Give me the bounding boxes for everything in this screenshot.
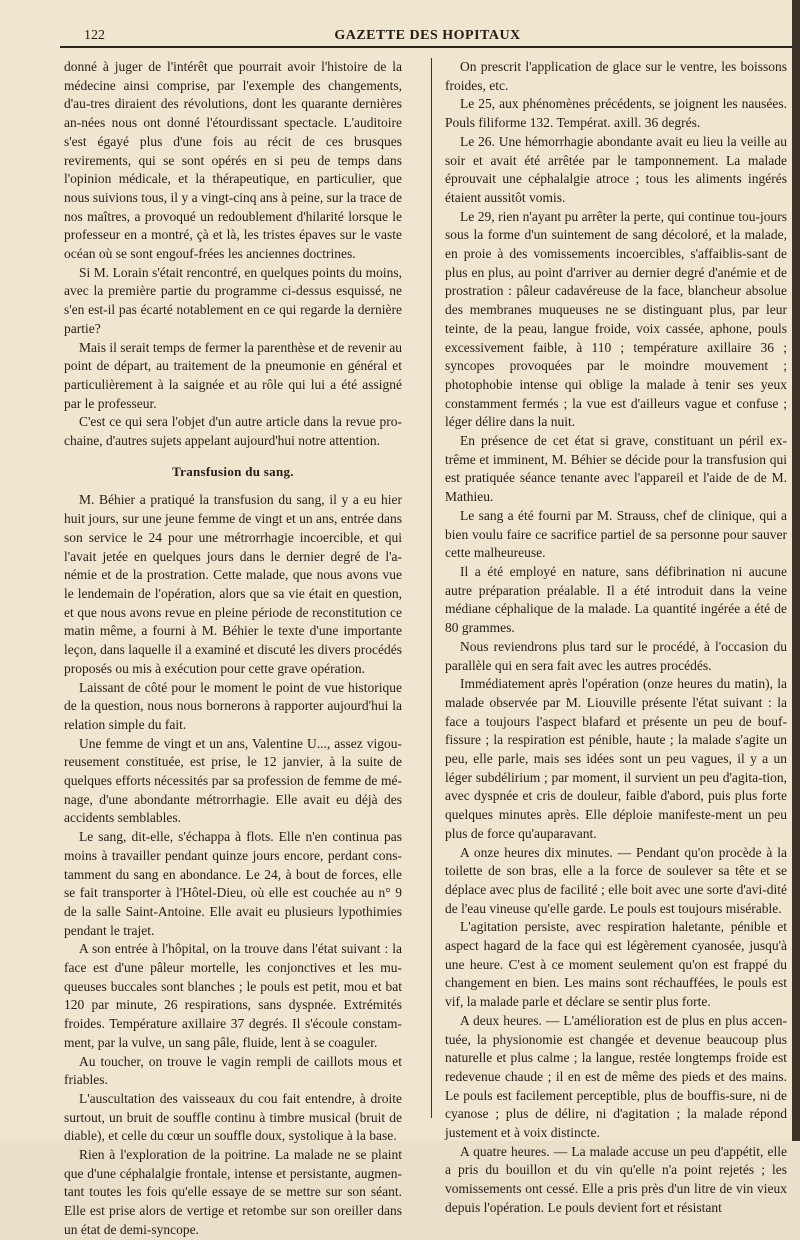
paragraph: A son entrée à l'hôpital, on la trouve dans l'état suivant : la face est d'une pâleur mortelle, les conjonctives et les mu-queuses buccales sont blanches ; le pouls est petit, mou et bat 120 par minute, 26 respirations, sans dyspnée. Extrémités froides. Température axillaire 37 degrés. Il s'écoule constam-ment, par la vulve, un sang pâle, fluide, lent à se coaguler. bbox=[64, 941, 402, 1050]
page-header bbox=[60, 22, 795, 48]
paragraph: donné à juger de l'intérêt que pourrait avoir l'histoire de la médecine ainsi comprise, par l'exemple des changements, d'au-tres diraient des révolutions, dont les quarante dernières an-nées nous ont donné l'étourdissant spectacle. L'auditoire s'est égayé plus d'une fois au récit de ces brusques revirements, qui se sont opérés en si peu de temps dans l'opinion médicale, et la thérapeutique, en particulier, que nous suivions tous, il y a vingt-cinq ans à peine, sur la trace de nos maîtres, a provoqué un redoublement d'hilarité lorsque le professeur en a montré, çà et là, les tristes épaves sur le vaste océan où se sont engouf-frées les anciennes doctrines. bbox=[64, 59, 402, 262]
section-title: Transfusion du sang. bbox=[172, 463, 294, 479]
paragraph: Rien à l'exploration de la poitrine. La malade ne se plaint que d'une céphalalgie frontale, intense et persistante, augmen-tant toutes les fois qu'elle essaye de se mettre sur son séant. Elle est prise alors de vertige et retombe sur son oreiller dans un état de demi-syncope. bbox=[64, 1147, 402, 1237]
paragraph: Laissant de côté pour le moment le point de vue historique de la question, nous nous bornerons à rapporter aujourd'hui la relation simple du fait. bbox=[64, 679, 402, 732]
paragraph: A quatre heures. — La malade accuse un peu d'appétit, elle a pris du bouillon et du vin qu'elle n'a point rejetés ; les vomissements ont cessé. Elle a pris près d'un litre de vin vieux depuis l'opération. Le pouls devient fort et résistant bbox=[445, 1143, 787, 1215]
journal-title: GAZETTE DES HOPITAUX bbox=[334, 28, 521, 43]
paragraph: Immédiatement après l'opération (onze heures du matin), la malade observée par M. Liouville présente l'état suivant : la face a toujours l'aspect blafard et présente un peu de bouf-fissure ; la respiration est pénible, haute ; la malade s'agite un peu, elle parle, mais ses idées sont un peu vagues, il y a un léger subdélirium ; par moment, il survient un peu d'agita-tion, avec dyspnée et cris de douleur, faible d'abord, puis plus forte quelques minutes après. Elle déploie manifeste-ment un peu plus de force qu'auparavant. bbox=[445, 676, 787, 841]
page-number: 122 bbox=[84, 28, 105, 43]
paragraph: Le sang, dit-elle, s'échappa à flots. Elle n'en continua pas moins à travailler pendant quinze jours encore, perdant cons-tamment du sang en abondance. Le 24, à bout de forces, elle se fait transporter à l'Hôtel-Dieu, où elle est couchée au n° 9 de la salle Saint-Antoine. Elle avait eu plusieurs lypothimies pendant le trajet. bbox=[64, 829, 402, 938]
paragraph: M. Béhier a pratiqué la transfusion du sang, il y a eu hier huit jours, sur une jeune femme de vingt et un ans, entrée dans son service le 24 pour une métrorrhagie incoercible, et qui l'avait jetée en quelques jours dans le dernier degré de l'a-némie et de la prostration. Cette malade, que nous avons vue le lendemain de l'opération, alors que sa vie était en question, et que nous avons revue en pleine période de reconstitution ce matin même, a fourni à M. Béhier le texte d'une importante leçon, dans laquelle il a examiné et discuté les divers procédés proposés ou mis à exécution pour cette grave opération. bbox=[64, 492, 402, 676]
paragraph: Au toucher, on trouve le vagin rempli de caillots mous et friables. bbox=[64, 1053, 402, 1088]
paragraph: A deux heures. — L'amélioration est de plus en plus accen-tuée, la physionomie est changée et devenue beaucoup plus naturelle et plus calme ; la langue, restée longtemps froide est redevenue chaude ; il en est de même des pieds et des mains. Le pouls est facilement perceptible, plus de bouffis-sure, ni de cyanose ; plus de délire, ni d'agitation ; la malade répond justement et à voix distincte. bbox=[445, 1012, 787, 1141]
paragraph: Une femme de vingt et un ans, Valentine U..., assez vigou-reusement constituée, est prise, le 12 janvier, à la suite de quelques efforts nécessités par sa profession de femme de mé-nage, d'une abondante métrorrhagie. Elle avait eu déjà des accidents semblables. bbox=[64, 735, 402, 826]
paragraph: A onze heures dix minutes. — Pendant qu'on procède à la toilette de son bras, elle a la force de soulever sa tête et se déplace avec plus de facilité ; elle boit avec une sorte d'avi-dité de l'eau vineuse qu'elle garde. Le pouls est toujours misérable. bbox=[445, 844, 787, 916]
page-edge-shadow bbox=[792, 0, 800, 1141]
paragraph: Le sang a été fourni par M. Strauss, chef de clinique, qui a bien voulu faire ce sacrifice partiel de sa personne pour sauver cette malheureuse. bbox=[445, 507, 787, 561]
paragraph: Le 25, aux phénomènes précédents, se joignent les nausées. Pouls filiforme 132. Températ. axill. 36 degrés. bbox=[445, 96, 787, 131]
right-column bbox=[445, 58, 787, 1218]
paragraph: C'est ce qui sera l'objet d'un autre article dans la revue pro-chaine, d'autres sujets appelant aujourd'hui notre attention. bbox=[64, 414, 402, 449]
column-divider bbox=[431, 58, 432, 1118]
paragraph: L'agitation persiste, avec respiration haletante, pénible et aspect hagard de la face qui est légèrement cyanosée, jusqu'à une heure. C'est à ce moment seulement qu'on est frappé du changement en bien. Les mains sont réchauffées, le pouls est vif, la malade parle et déclare se sentir plus forte. bbox=[445, 919, 787, 1010]
paragraph: Nous reviendrons plus tard sur le procédé, à l'occasion du parallèle qui en sera fait avec les autres procédés. bbox=[445, 638, 787, 673]
paragraph: En présence de cet état si grave, constituant un péril ex-trême et imminent, M. Béhier se décide pour la transfusion qui est pratiquée séance tenante avec l'appareil et l'aide de de M. Mathieu. bbox=[445, 433, 787, 505]
paragraph: On prescrit l'application de glace sur le ventre, les boissons froides, etc. bbox=[445, 59, 787, 93]
paragraph: L'auscultation des vaisseaux du cou fait entendre, à droite surtout, un bruit de souffle continu à timbre musical (bruit de diable), et celle du cœur un souffle doux, systolique à la base. bbox=[64, 1090, 402, 1144]
paragraph: Si M. Lorain s'était rencontré, en quelques points du moins, avec la première partie du programme ci-dessus esquissé, ne s'en est-il pas écarté notablement en ce qui regarde la dernière partie? bbox=[64, 264, 402, 336]
paragraph: Le 26. Une hémorrhagie abondante avait eu lieu la veille au soir et avait été arrêtée par le tamponnement. La malade éprouvait une céphalalgie atroce ; tous les aliments ingérés étaient aussitôt vomis. bbox=[445, 133, 787, 205]
paragraph: Il a été employé en nature, sans défibrination ni aucune autre préparation préalable. Il a été introduit dans la veine médiane céphalique de la malade. La quantité ingérée a été de 80 grammes. bbox=[445, 563, 787, 636]
paragraph: Mais il serait temps de fermer la parenthèse et de revenir au point de départ, au traitement de la pneumonie en général et particulièrement à la saignée et au rôle qui lui a été assigné par le professeur. bbox=[64, 339, 402, 411]
paragraph: Le 29, rien n'ayant pu arrêter la perte, qui continue tou-jours sous la forme d'un suintement de sang décoloré, et la malade, en proie à des vomissements incoercibles, s'affaiblis-sant de plus en plus, au point d'arriver au dernier degré d'anémie et de prostration : pâleur cadavéreuse de la face, blancheur absolue des membranes muqueuses ne se distinguant plus, par leur teinte, de la peau, langue froide, voix cassée, aphone, pouls excessivement faible, à 110 ; température axillaire 36 ; syncopes provoquées par le moindre mouvement ; photophobie intense qui oblige la malade à tenir ses yeux constamment fermés ; la vue est d'ailleurs vague et confuse ; léger délire dans la nuit. bbox=[445, 208, 787, 430]
left-column bbox=[64, 58, 402, 1240]
